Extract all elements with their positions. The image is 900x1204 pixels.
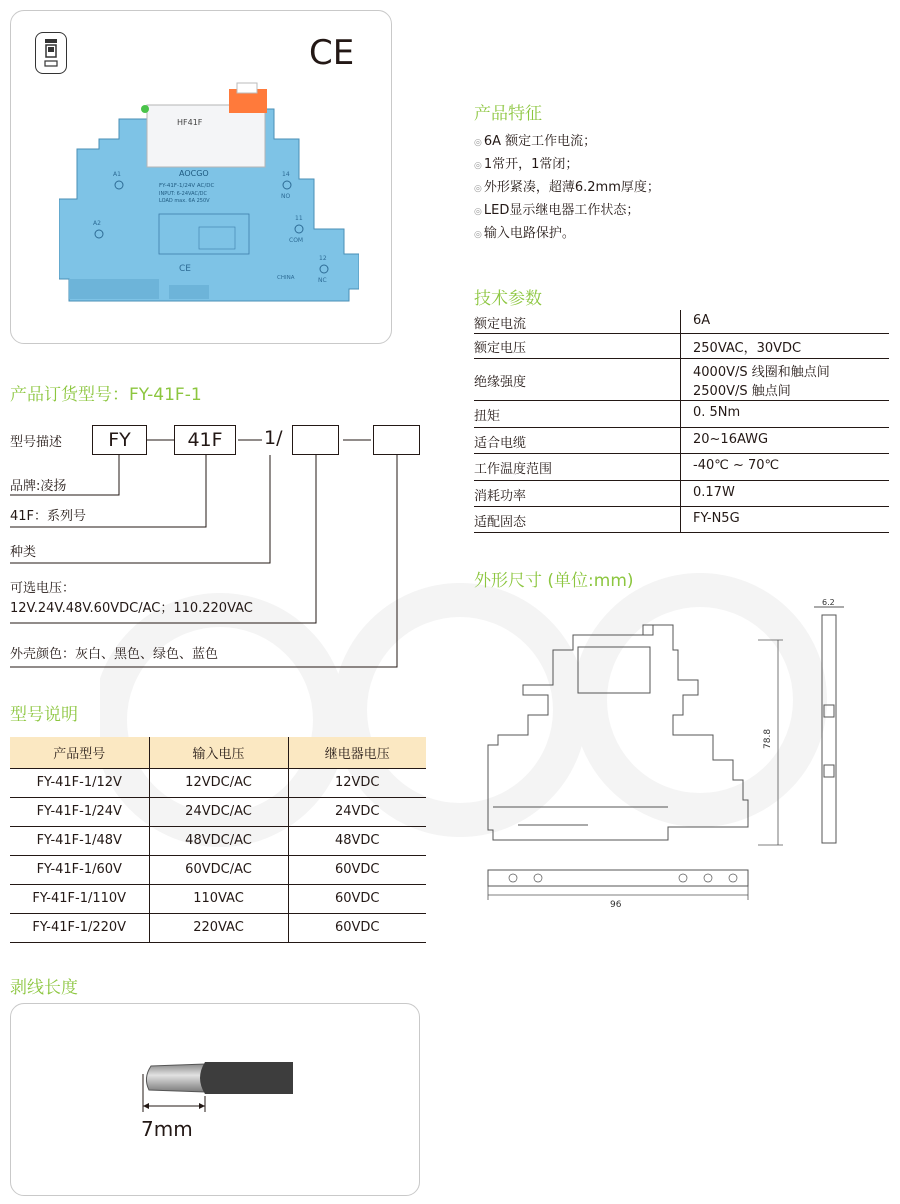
bullet-icon: ◎ (474, 138, 482, 148)
spec-row: 适合电缆 20~16AWG (474, 428, 889, 454)
order-title: 产品订货型号：FY-41F-1 (10, 385, 202, 405)
code-41f-box: 41F (174, 425, 236, 455)
table-row: FY-41F-1/60V 60VDC/AC 60VDC (10, 855, 426, 884)
order-leader-lines (0, 420, 440, 680)
terminal-nc-label: NC (318, 277, 327, 284)
column-header: 输入电压 (149, 737, 288, 768)
height-dim-label: 78.8 (763, 728, 773, 749)
spec-row: 绝缘强度 4000V/S 线圈和触点间 2500V/S 触点间 (474, 359, 889, 401)
relay-origin-label: CHINA (277, 275, 295, 281)
bullet-icon: ◎ (474, 161, 482, 171)
relay-input-text: INPUT: 6-24VAC/DC (159, 191, 207, 197)
relay-thumbnail-icon (35, 32, 67, 74)
terminal-no-label: NO (281, 193, 291, 200)
dimensions-title: 外形尺寸 (单位:mm) (474, 571, 634, 591)
column-header: 产品型号 (10, 737, 149, 768)
relay-brand-label: AOCGO (179, 169, 209, 178)
series-label: 41F：系列号 (10, 509, 87, 524)
table-row: FY-41F-1/12V 12VDC/AC 12VDC (10, 768, 426, 797)
model-desc-label: 型号描述 (10, 435, 63, 450)
spec-row: 扭矩 0. 5Nm (474, 401, 889, 428)
voltage-label: 可选电压： (10, 581, 76, 596)
specs-title: 技术参数 (474, 289, 542, 309)
relay-load-text: LOAD max. 6A 250V (159, 198, 210, 204)
model-table-title: 型号说明 (10, 705, 78, 725)
strip-title: 剥线长度 (10, 978, 78, 998)
column-header: 继电器电压 (288, 737, 426, 768)
relay-ce-label: CE (179, 264, 191, 274)
features-title: 产品特征 (474, 104, 542, 124)
spec-row: 适配固态 FY-N5G (474, 507, 889, 533)
thickness-dim-label: 6.2 (822, 598, 835, 607)
bullet-icon: ◎ (474, 230, 482, 240)
spec-row: 额定电压 250VAC，30VDC (474, 334, 889, 359)
model-table (10, 737, 426, 943)
strip-length-label: 7mm (141, 1117, 193, 1141)
relay-body-text: FY-41F-1/24V AC/DC (159, 183, 215, 189)
relay-model-label: HF41F (177, 118, 203, 127)
feature-item: ◎ 输入电路保护。 (474, 226, 575, 241)
terminal-12-label: 12 (319, 255, 327, 262)
dimension-drawing (478, 595, 858, 915)
color-label: 外壳颜色：灰白、黑色、绿色、蓝色 (10, 647, 219, 662)
bullet-icon: ◎ (474, 184, 482, 194)
spec-row: 额定电流 6A (474, 310, 889, 334)
width-dim-label: 96 (610, 900, 622, 910)
feature-item: ◎ 1常开，1常闭； (474, 157, 579, 172)
feature-item: ◎ LED显示继电器工作状态； (474, 203, 640, 218)
spec-row: 工作温度范围 -40℃ ~ 70℃ (474, 454, 889, 481)
kind-label: 种类 (10, 545, 37, 560)
brand-label: 品牌:凌扬 (10, 479, 67, 494)
relay-module-image (59, 79, 359, 309)
spec-row: 消耗功率 0.17W (474, 481, 889, 507)
voltage-values: 12V.24V.48V.60VDC/AC；110.220VAC (10, 601, 253, 616)
bullet-icon: ◎ (474, 207, 482, 217)
product-photo-card (10, 10, 392, 344)
terminal-11-label: 11 (295, 215, 303, 222)
terminal-a1-label: A1 (113, 171, 121, 178)
feature-item: ◎ 6A 额定工作电流； (474, 134, 597, 149)
table-row: FY-41F-1/48V 48VDC/AC 48VDC (10, 826, 426, 855)
table-row: FY-41F-1/24V 24VDC/AC 24VDC (10, 797, 426, 826)
terminal-com-label: COM (289, 237, 304, 244)
terminal-14-label: 14 (282, 171, 290, 178)
feature-item: ◎ 外形紧凑，超薄6.2mm厚度； (474, 180, 660, 195)
code-separator: 1/ (264, 427, 283, 449)
table-row: FY-41F-1/220V 220VAC 60VDC (10, 913, 426, 942)
terminal-a2-label: A2 (93, 220, 101, 227)
ce-mark: CE (309, 33, 355, 73)
code-fy-box: FY (92, 425, 147, 455)
strip-length-card (10, 1003, 420, 1196)
table-row: FY-41F-1/110V 110VAC 60VDC (10, 884, 426, 913)
